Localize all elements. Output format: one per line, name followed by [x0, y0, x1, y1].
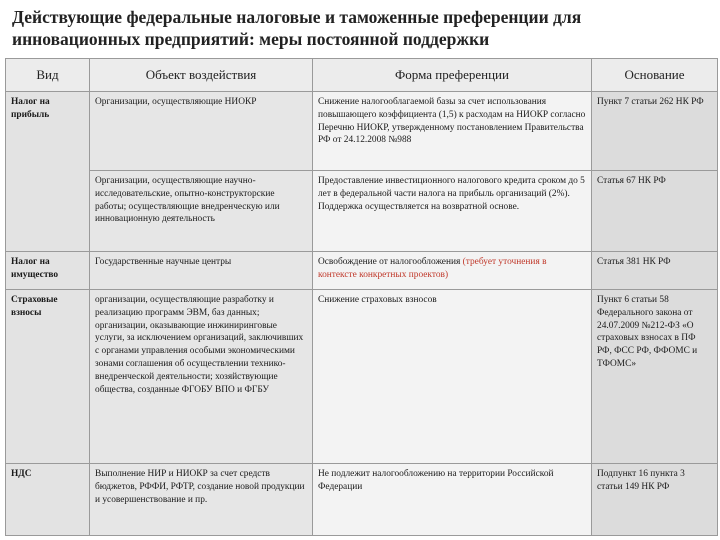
table-row — [6, 171, 718, 252]
row-form: Предоставление инвестиционного налогового кредита сроком до 5 лет в федеральной части налога на прибыль организаций (2%). Поддержка осуществляется на возвратной основе. — [313, 171, 592, 252]
form-text: Освобождение от налогообложения — [318, 257, 461, 267]
table-row — [6, 464, 718, 536]
row-form — [313, 252, 592, 290]
header-form: Форма преференции — [313, 59, 592, 92]
row-form: Снижение налогооблагаемой базы за счет использования повышающего коэффициента (1,5) к расходам на НИОКР согласно Перечню НИОКР, утвержденному постановлением Правительства РФ от 24.12.2008 №988 — [313, 92, 592, 171]
table-row — [6, 290, 718, 464]
row-basis: Статья 381 НК РФ — [592, 252, 718, 290]
row-kind: Налог на прибыль — [6, 92, 90, 252]
row-basis: Статья 67 НК РФ — [592, 171, 718, 252]
preferences-table — [5, 58, 718, 536]
row-object: Организации, осуществляющие НИОКР — [90, 92, 313, 171]
table-row — [6, 92, 718, 171]
title-line-2: инновационных предприятий: меры постоянной поддержки — [12, 29, 490, 49]
row-object: Организации, осуществляющие научно-исследовательские, опытно-конструкторские работы; осуществляющие внедренческую или инновационную деятельность — [90, 171, 313, 252]
row-form: Не подлежит налогообложению на территории Российской Федерации — [313, 464, 592, 536]
row-kind: НДС — [6, 464, 90, 536]
row-kind: Страховые взносы — [6, 290, 90, 464]
form-note: (требует уточнения в контексте конкретных проектов) — [318, 257, 547, 280]
row-kind: Налог на имущество — [6, 252, 90, 290]
header-kind: Вид — [6, 59, 90, 92]
page-title — [12, 6, 712, 50]
row-basis: Пункт 6 статьи 58 Федерального закона от 24.07.2009 №212-ФЗ «О страховых взносах в ПФ РФ, ФСС РФ, ФФОМС и ТФОМС» — [592, 290, 718, 464]
row-basis: Подпункт 16 пункта 3 статьи 149 НК РФ — [592, 464, 718, 536]
row-object: Выполнение НИР и НИОКР за счет средств бюджетов, РФФИ, РФТР, создание новой продукции и усовершенствование и пр. — [90, 464, 313, 536]
row-object: организации, осуществляющие разработку и реализацию программ ЭВМ, баз данных; организации, оказывающие инжиниринговые услуги, за исключением организаций, заключивших с органами управления особыми экономическими зонами соглашения об осуществлении технико-внедренческой деятельности; хозяйствующие общества, созданные ФГОБУ ВПО и ФГБУ — [90, 290, 313, 464]
title-line-1: Действующие федеральные налоговые и таможенные преференции для — [12, 7, 582, 27]
row-object: Государственные научные центры — [90, 252, 313, 290]
row-basis: Пункт 7 статьи 262 НК РФ — [592, 92, 718, 171]
header-basis: Основание — [592, 59, 718, 92]
row-form: Снижение страховых взносов — [313, 290, 592, 464]
table-header-row — [6, 59, 718, 92]
header-object: Объект воздействия — [90, 59, 313, 92]
table-row — [6, 252, 718, 290]
